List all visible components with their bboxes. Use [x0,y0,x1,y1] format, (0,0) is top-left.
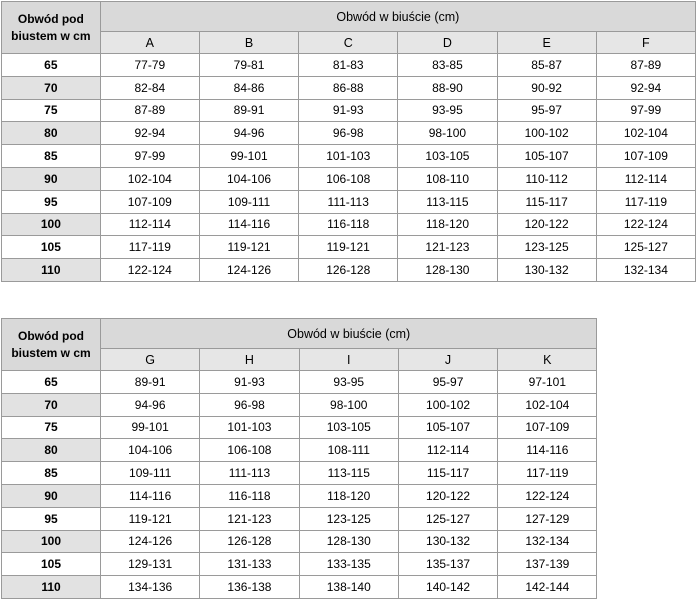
bust-range-cell: 97-99 [100,145,199,168]
bust-range-cell: 89-91 [101,371,200,394]
bust-range-cell: 91-93 [200,371,299,394]
bust-range-cell: 115-117 [398,462,497,485]
bust-range-cell: 114-116 [498,439,597,462]
bust-range-cell: 137-139 [498,553,597,576]
table-row [2,122,696,145]
bust-range-cell: 122-124 [100,259,199,282]
bust-range-cell: 112-114 [596,167,695,190]
bust-range-cell: 83-85 [398,54,497,77]
table-row [2,439,597,462]
underbust-value: 80 [2,439,101,462]
cup-size-header: E [497,32,596,54]
bust-range-cell: 123-125 [299,507,398,530]
bust-range-cell: 125-127 [596,236,695,259]
bust-range-cell: 136-138 [200,576,299,599]
cup-size-header: B [199,32,298,54]
table-row [2,371,597,394]
underbust-value: 80 [2,122,101,145]
table-row [2,76,696,99]
bust-range-cell: 107-109 [100,190,199,213]
cup-size-header: J [398,349,497,371]
bust-range-cell: 97-99 [596,99,695,122]
bust-range-cell: 117-119 [100,236,199,259]
table-row [2,99,696,122]
bust-range-cell: 101-103 [299,145,398,168]
bust-range-cell: 86-88 [299,76,398,99]
bust-range-cell: 124-126 [199,259,298,282]
bust-range-cell: 119-121 [299,236,398,259]
underbust-value: 85 [2,462,101,485]
underbust-value: 105 [2,236,101,259]
bust-range-cell: 96-98 [200,393,299,416]
table-row [2,393,597,416]
size-table-cups-g-k [1,318,597,599]
bust-range-cell: 117-119 [596,190,695,213]
table-row [2,484,597,507]
bust-range-cell: 125-127 [398,507,497,530]
bust-range-cell: 114-116 [101,484,200,507]
table-row [2,190,696,213]
underbust-value: 90 [2,484,101,507]
table-row [2,462,597,485]
bust-range-cell: 94-96 [101,393,200,416]
bust-range-cell: 88-90 [398,76,497,99]
bust-range-cell: 90-92 [497,76,596,99]
cup-size-header: D [398,32,497,54]
cup-size-header: C [299,32,398,54]
bust-range-cell: 110-112 [497,167,596,190]
bust-range-cell: 122-124 [596,213,695,236]
bust-range-cell: 120-122 [398,484,497,507]
table-row [2,145,696,168]
underbust-value: 100 [2,213,101,236]
bust-range-cell: 106-108 [200,439,299,462]
cup-size-header: A [100,32,199,54]
bust-range-cell: 98-100 [398,122,497,145]
bust-range-cell: 122-124 [498,484,597,507]
bust-range-cell: 127-129 [498,507,597,530]
bust-range-cell: 102-104 [498,393,597,416]
bust-range-cell: 111-113 [299,190,398,213]
bust-range-cell: 112-114 [100,213,199,236]
bust-range-cell: 123-125 [497,236,596,259]
table-row [2,576,597,599]
cup-size-header: I [299,349,398,371]
bust-range-cell: 118-120 [398,213,497,236]
underbust-header: Obwód pod biustem w cm [2,319,101,371]
bust-range-cell: 99-101 [199,145,298,168]
bust-range-cell: 108-111 [299,439,398,462]
bust-range-cell: 102-104 [596,122,695,145]
bust-range-cell: 111-113 [200,462,299,485]
table-row [2,54,696,77]
bust-range-cell: 103-105 [299,416,398,439]
underbust-value: 105 [2,553,101,576]
bust-range-cell: 100-102 [398,393,497,416]
bust-range-cell: 96-98 [299,122,398,145]
bust-range-cell: 135-137 [398,553,497,576]
underbust-value: 85 [2,145,101,168]
bust-range-cell: 95-97 [398,371,497,394]
bust-range-cell: 132-134 [596,259,695,282]
table-row [2,213,696,236]
bust-header: Obwód w biuście (cm) [100,2,695,32]
bust-range-cell: 124-126 [101,530,200,553]
table-row [2,416,597,439]
size-table-cups-a-f [1,1,696,282]
bust-range-cell: 138-140 [299,576,398,599]
bust-range-cell: 100-102 [497,122,596,145]
bust-range-cell: 121-123 [200,507,299,530]
bust-range-cell: 84-86 [199,76,298,99]
bust-range-cell: 95-97 [497,99,596,122]
bust-range-cell: 119-121 [101,507,200,530]
bust-range-cell: 114-116 [199,213,298,236]
bust-range-cell: 107-109 [498,416,597,439]
underbust-value: 110 [2,576,101,599]
bust-range-cell: 92-94 [596,76,695,99]
bust-range-cell: 134-136 [101,576,200,599]
bust-range-cell: 121-123 [398,236,497,259]
bust-range-cell: 130-132 [497,259,596,282]
underbust-header: Obwód pod biustem w cm [2,2,101,54]
bust-range-cell: 93-95 [398,99,497,122]
bust-range-cell: 93-95 [299,371,398,394]
bust-range-cell: 82-84 [100,76,199,99]
underbust-value: 75 [2,99,101,122]
bust-range-cell: 115-117 [497,190,596,213]
bust-range-cell: 142-144 [498,576,597,599]
bust-range-cell: 113-115 [299,462,398,485]
bust-range-cell: 87-89 [596,54,695,77]
bust-range-cell: 104-106 [101,439,200,462]
bust-range-cell: 119-121 [199,236,298,259]
bust-range-cell: 107-109 [596,145,695,168]
bust-range-cell: 99-101 [101,416,200,439]
bust-range-cell: 87-89 [100,99,199,122]
underbust-value: 65 [2,54,101,77]
underbust-value: 70 [2,76,101,99]
bust-range-cell: 113-115 [398,190,497,213]
bust-range-cell: 79-81 [199,54,298,77]
underbust-value: 110 [2,259,101,282]
bust-range-cell: 106-108 [299,167,398,190]
bust-range-cell: 85-87 [497,54,596,77]
bust-range-cell: 92-94 [100,122,199,145]
underbust-value: 75 [2,416,101,439]
bust-range-cell: 98-100 [299,393,398,416]
bust-range-cell: 97-101 [498,371,597,394]
bust-range-cell: 140-142 [398,576,497,599]
underbust-value: 95 [2,190,101,213]
table-row [2,236,696,259]
bust-range-cell: 120-122 [497,213,596,236]
bust-range-cell: 94-96 [199,122,298,145]
bust-range-cell: 130-132 [398,530,497,553]
bust-range-cell: 126-128 [299,259,398,282]
bust-range-cell: 105-107 [398,416,497,439]
bust-range-cell: 105-107 [497,145,596,168]
table-row [2,167,696,190]
bust-range-cell: 128-130 [398,259,497,282]
bust-range-cell: 126-128 [200,530,299,553]
bust-range-cell: 103-105 [398,145,497,168]
bust-range-cell: 81-83 [299,54,398,77]
table-row [2,259,696,282]
table-row [2,553,597,576]
bust-range-cell: 104-106 [199,167,298,190]
bust-range-cell: 133-135 [299,553,398,576]
bust-range-cell: 109-111 [199,190,298,213]
underbust-value: 95 [2,507,101,530]
bust-range-cell: 109-111 [101,462,200,485]
bust-range-cell: 118-120 [299,484,398,507]
underbust-value: 100 [2,530,101,553]
bust-range-cell: 116-118 [299,213,398,236]
bust-range-cell: 116-118 [200,484,299,507]
bust-range-cell: 77-79 [100,54,199,77]
bust-range-cell: 128-130 [299,530,398,553]
bust-range-cell: 101-103 [200,416,299,439]
cup-size-header: F [596,32,695,54]
bust-range-cell: 108-110 [398,167,497,190]
bust-header: Obwód w biuście (cm) [101,319,597,349]
cup-size-header: G [101,349,200,371]
table-row [2,507,597,530]
bust-range-cell: 131-133 [200,553,299,576]
underbust-value: 65 [2,371,101,394]
bust-range-cell: 89-91 [199,99,298,122]
underbust-value: 70 [2,393,101,416]
bust-range-cell: 132-134 [498,530,597,553]
cup-size-header: K [498,349,597,371]
underbust-value: 90 [2,167,101,190]
bust-range-cell: 129-131 [101,553,200,576]
table-row [2,530,597,553]
bust-range-cell: 102-104 [100,167,199,190]
bust-range-cell: 91-93 [299,99,398,122]
bust-range-cell: 112-114 [398,439,497,462]
bust-range-cell: 117-119 [498,462,597,485]
cup-size-header: H [200,349,299,371]
